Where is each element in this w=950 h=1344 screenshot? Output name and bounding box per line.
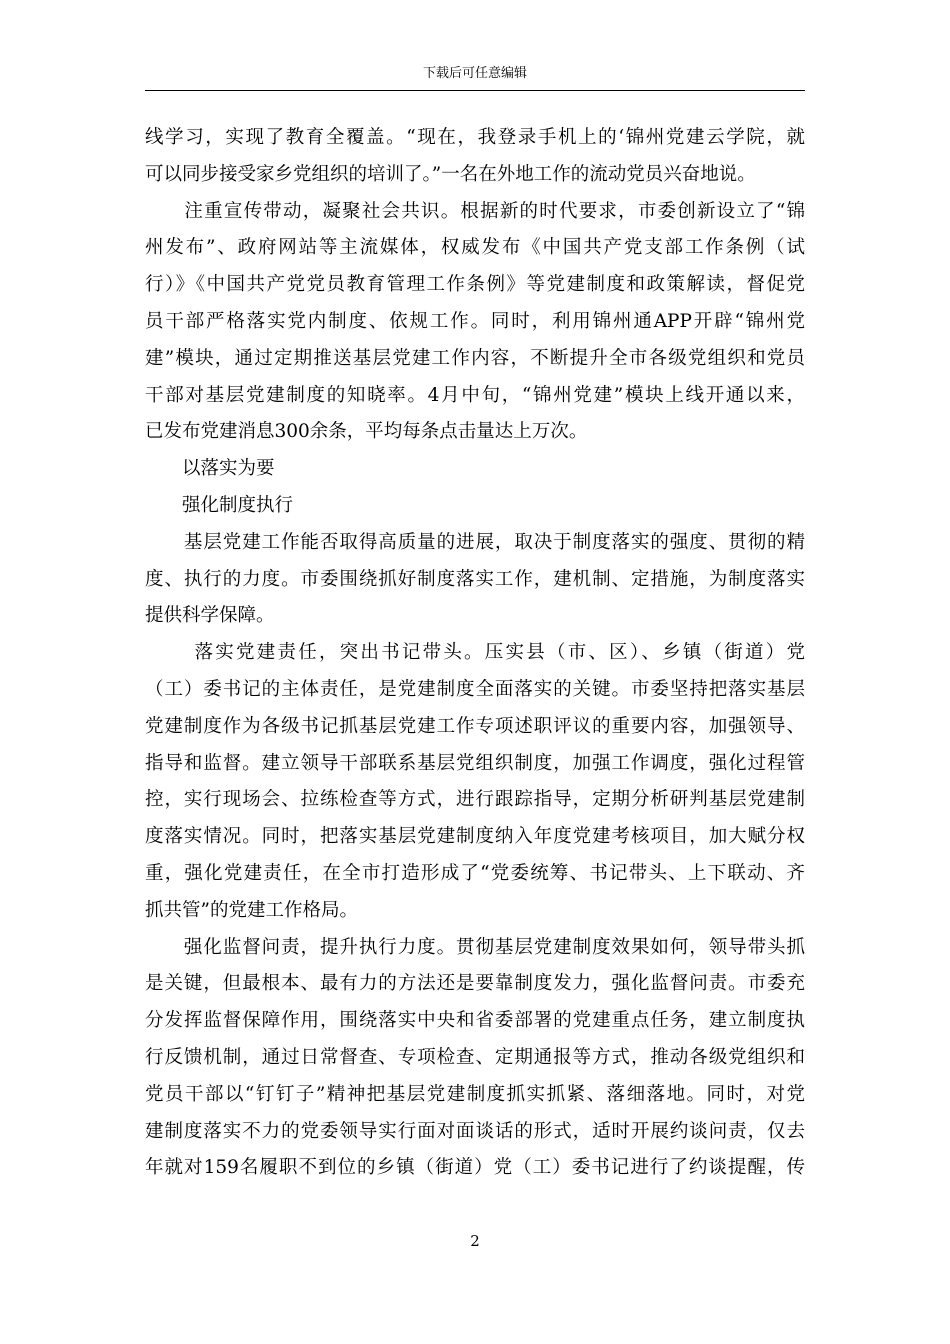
page-header: 下载后可任意编辑: [422, 66, 527, 81]
text-line: 行）》《中国共产党党员教育管理工作条例》等党建制度和政策解读，督促党: [145, 274, 805, 296]
text-line: 员干部严格落实党内制度、依规工作。同时，利用锦州通APP开辟“锦州党: [145, 310, 805, 332]
text-line: 度、执行的力度。市委围绕抓好制度落实工作，建机制、定措施，为制度落实: [145, 568, 805, 590]
text-line: 提供科学保障。: [145, 605, 275, 627]
text-line: 年就对159名履职不到位的乡镇（街道）党（工）委书记进行了约谈提醒，传: [145, 1157, 805, 1179]
section-subheading: 强化制度执行: [145, 494, 294, 516]
text-line: 干部对基层党建制度的知晓率。4月中旬，“锦州党建”模块上线开通以来，: [145, 384, 805, 406]
text-line: 是关键，但最根本、最有力的方法还是要靠制度发力，强化监督问责。市委充: [145, 973, 805, 995]
text-line: 分发挥监督保障作用，围绕落实中央和省委部署的党建重点任务，建立制度执: [145, 1010, 805, 1032]
text-line: 可以同步接受家乡党组织的培训了。”一名在外地工作的流动党员兴奋地说。: [145, 163, 756, 185]
text-line: 党员干部以“钉钉子”精神把基层党建制度抓实抓紧、落细落地。同时，对党: [145, 1083, 805, 1105]
text-line: 基层党建工作能否取得高质量的进展，取决于制度落实的强度、贯彻的精: [145, 531, 805, 553]
text-line: 控，实行现场会、拉练检查等方式，进行跟踪指导，定期分析研判基层党建制: [145, 789, 805, 811]
text-line: 州发布”、政府网站等主流媒体，权威发布《中国共产党支部工作条例（试: [145, 237, 805, 259]
text-line: 注重宣传带动，凝聚社会共识。根据新的时代要求，市委创新设立了“锦: [145, 200, 805, 222]
page-number: 2: [470, 1232, 480, 1250]
text-line: 党建制度作为各级书记抓基层党建工作专项述职评议的重要内容，加强领导、: [145, 715, 805, 737]
text-line: 重，强化党建责任，在全市打造形成了“党委统筹、书记带头、上下联动、齐: [145, 862, 805, 884]
text-line: 建制度落实不力的党委领导实行面对面谈话的形式，适时开展约谈问责，仅去: [145, 1120, 805, 1142]
text-line: 建”模块，通过定期推送基层党建工作内容，不断提升全市各级党组织和党员: [145, 347, 805, 369]
text-line: （工）委书记的主体责任，是党建制度全面落实的关键。市委坚持把落实基层: [145, 678, 805, 700]
text-line: 行反馈机制，通过日常督查、专项检查、定期通报等方式，推动各级党组织和: [145, 1046, 805, 1068]
text-line: 抓共管”的党建工作格局。: [145, 899, 358, 921]
text-line: 线学习，实现了教育全覆盖。“现在，我登录手机上的‘锦州党建云学院，就: [145, 127, 805, 148]
text-line: 强化监督问责，提升执行力度。贯彻基层党建制度效果如何，领导带头抓: [145, 936, 805, 958]
text-line: 已发布党建消息300余条，平均每条点击量达上万次。: [145, 421, 588, 443]
text-line: 指导和监督。建立领导干部联系基层党组织制度，加强工作调度，强化过程管: [145, 752, 805, 774]
document-body: [145, 120, 805, 1187]
text-line: 落实党建责任，突出书记带头。压实县（市、区）、乡镇（街道）党: [145, 642, 805, 664]
text-line: 度落实情况。同时，把落实基层党建制度纳入年度党建考核项目，加大赋分权: [145, 826, 805, 848]
section-heading: 以落实为要: [145, 458, 275, 480]
header-divider: [145, 90, 805, 91]
